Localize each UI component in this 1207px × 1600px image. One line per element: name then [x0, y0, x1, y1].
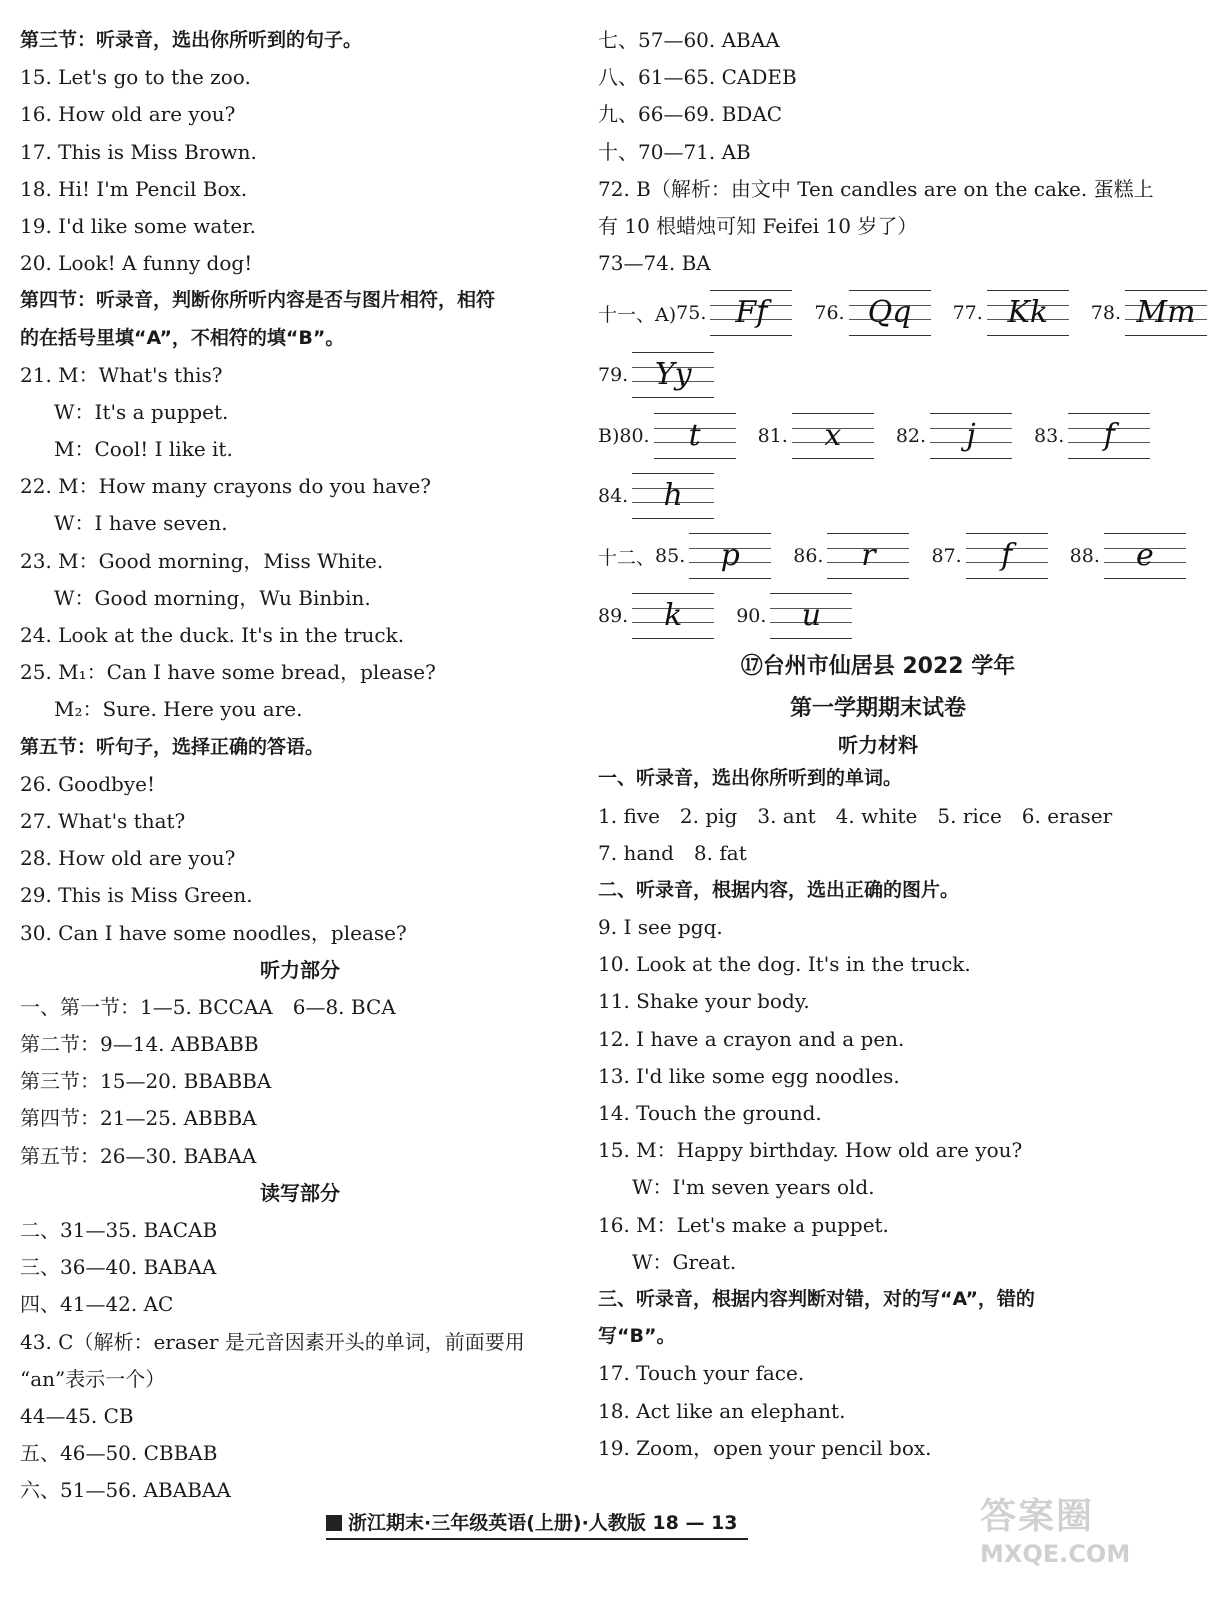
- hw-item: [953, 290, 1069, 336]
- hw-number: 88.: [1069, 545, 1100, 568]
- hw-letter: Qq: [867, 295, 912, 331]
- hw-item: [598, 473, 714, 519]
- hw-prefix: 十一、A): [598, 303, 677, 326]
- hw-letter: e: [1136, 538, 1154, 574]
- hw-lines: [930, 413, 1012, 459]
- list-item: 1. five 2. pig 3. ant 4. white 5. rice 6. eraser: [598, 803, 1113, 828]
- hw-lines: [632, 352, 714, 398]
- handwriting-row: [598, 526, 1158, 586]
- answer-line: 第四节：21—25. ABBBA: [20, 1106, 257, 1131]
- watermark: [980, 1495, 1160, 1585]
- hw-lines: [770, 593, 852, 639]
- answer-line: 七、57—60. ABAA: [598, 28, 780, 52]
- dialog-line: W：Good morning，Wu Binbin.: [54, 585, 371, 610]
- list-item: 26. Goodbye!: [20, 771, 155, 796]
- answer-line: 六、51—56. ABABAA: [20, 1478, 231, 1503]
- list-item: 20. Look! A funny dog!: [20, 251, 253, 276]
- answer-line: 73—74. BA: [598, 251, 711, 276]
- answer-line: 72. B（解析：由文中 Ten candles are on the cake. 蛋糕上: [598, 176, 1154, 201]
- dialog-line: W：Great.: [632, 1249, 737, 1274]
- hw-letter: u: [801, 598, 822, 634]
- hw-lines: [1068, 413, 1150, 459]
- hw-number: 75.: [676, 302, 707, 325]
- list-item: 17. This is Miss Brown.: [20, 139, 257, 164]
- answer-line: 第二节：9—14. ABBABB: [20, 1032, 259, 1057]
- dialog-line: M₂：Sure. Here you are.: [54, 697, 303, 722]
- hw-number: 84.: [598, 485, 629, 508]
- section-heading: 写“B”。: [598, 1325, 676, 1348]
- hw-number: 76.: [814, 302, 845, 325]
- hw-lines: [710, 290, 792, 336]
- answer-line: 二、31—35. BACAB: [20, 1218, 218, 1242]
- section-heading: 一、听录音，选出你所听到的单词。: [598, 767, 903, 790]
- list-item: 17. Touch your face.: [598, 1361, 805, 1386]
- hw-item: [1070, 533, 1186, 579]
- dialog-line: 21. M：What's this?: [20, 362, 223, 387]
- hw-lines: [849, 290, 931, 336]
- hw-letter: r: [861, 538, 876, 574]
- hw-item: [598, 593, 714, 639]
- answer-line: 九、66—69. BDAC: [598, 102, 783, 127]
- hw-letter: x: [824, 418, 842, 454]
- section-heading: 的在括号里填“A”，不相符的填“B”。: [20, 326, 345, 349]
- hw-item: [598, 352, 714, 398]
- dialog-line: 16. M：Let's make a puppet.: [598, 1212, 889, 1237]
- hw-item: [619, 413, 735, 459]
- hw-letter: p: [720, 538, 740, 574]
- hw-number: 87.: [931, 545, 962, 568]
- section-heading: 第三节：听录音，选出你所听到的句子。: [20, 29, 363, 51]
- hw-lines: [632, 473, 714, 519]
- hw-number: 82.: [895, 425, 927, 448]
- hw-item: [676, 290, 792, 336]
- hw-number: 85.: [655, 545, 686, 568]
- dialog-line: W：I have seven.: [54, 511, 228, 536]
- page-footer: [326, 1508, 748, 1540]
- hw-letter: f: [1001, 538, 1013, 574]
- footer-square-icon: [326, 1515, 342, 1531]
- answer-line: “an”表示一个）: [20, 1366, 166, 1391]
- hw-number: 77.: [952, 302, 983, 325]
- list-item: 10. Look at the dog. It's in the truck.: [598, 952, 971, 977]
- exam-section-label: 听力材料: [838, 733, 918, 758]
- answer-line: 第五节：26—30. BABAA: [20, 1143, 257, 1168]
- dialog-line: 22. M：How many crayons do you have?: [20, 474, 431, 499]
- dialog-line: W：I'm seven years old.: [632, 1175, 875, 1200]
- list-item: 14. Touch the ground.: [598, 1101, 822, 1125]
- exam-subtitle: 第一学期期末试卷: [789, 696, 966, 722]
- hw-item: [1034, 413, 1150, 459]
- hw-lines: [654, 413, 736, 459]
- hw-item: [814, 290, 930, 336]
- hw-letter: Mm: [1136, 295, 1196, 331]
- dialog-line: M：Cool! I like it.: [54, 437, 233, 462]
- hw-item: [1091, 290, 1207, 336]
- list-item: 29. This is Miss Green.: [20, 883, 253, 908]
- watermark-url: MXQE.COM: [980, 1540, 1131, 1568]
- answer-line: 三、36—40. BABAA: [20, 1255, 217, 1280]
- list-item: 19. Zoom，open your pencil box.: [598, 1435, 932, 1460]
- hw-number: 83.: [1034, 425, 1065, 448]
- list-item: 7. hand 8. fat: [598, 840, 747, 865]
- hw-letter: Kk: [1007, 295, 1049, 331]
- dialog-line: 24. Look at the duck. It's in the truck.: [20, 623, 405, 647]
- hw-lines: [827, 533, 909, 579]
- hw-number: 89.: [598, 605, 629, 628]
- part-header: 读写部分: [260, 1180, 340, 1205]
- hw-lines: [1125, 290, 1207, 336]
- hw-letter: h: [663, 478, 683, 514]
- hw-lines: [792, 413, 874, 459]
- answer-line: 五、46—50. CBBAB: [20, 1441, 218, 1466]
- hw-lines: [987, 290, 1069, 336]
- answer-line: 有 10 根蜡烛可知 Feifei 10 岁了）: [598, 213, 918, 238]
- right-column: [598, 22, 1196, 1467]
- answer-line: 一、第一节：1—5. BCCAA 6—8. BCA: [20, 994, 396, 1019]
- list-item: 18. Hi! I'm Pencil Box.: [20, 176, 248, 201]
- answer-line: 八、61—65. CADEB: [598, 65, 797, 90]
- hw-item: [655, 533, 771, 579]
- left-column: [20, 22, 580, 1510]
- list-item: 27. What's that?: [20, 808, 186, 833]
- hw-item: [896, 413, 1012, 459]
- handwriting-row: [598, 344, 1158, 406]
- answer-line: 44—45. CB: [20, 1403, 134, 1428]
- hw-lines: [1104, 533, 1186, 579]
- list-item: 16. How old are you?: [20, 102, 236, 127]
- dialog-line: 25. M₁：Can I have some bread，please?: [20, 660, 436, 685]
- answer-line: 第三节：15—20. BBABBA: [20, 1069, 272, 1094]
- answer-line: 43. C（解析：eraser 是元音因素开头的单词，前面要用: [20, 1329, 525, 1354]
- hw-number: 81.: [757, 425, 788, 448]
- hw-number: 80.: [619, 425, 650, 448]
- section-heading: 三、听录音，根据内容判断对错，对的写“A”，错的: [598, 1287, 1035, 1310]
- hw-lines: [966, 533, 1048, 579]
- hw-number: 86.: [793, 545, 824, 568]
- hw-item: [793, 533, 909, 579]
- hw-letter: j: [966, 418, 976, 454]
- handwriting-row: [598, 406, 1158, 466]
- answer-line: 十、70—71. AB: [598, 139, 751, 164]
- answer-line: 四、41—42. AC: [20, 1292, 174, 1317]
- hw-prefix: B): [598, 425, 620, 448]
- list-item: 9. I see pgq.: [598, 915, 723, 940]
- hw-letter: k: [664, 598, 683, 634]
- section-heading: 二、听录音，根据内容，选出正确的图片。: [598, 878, 960, 901]
- hw-lines: [632, 593, 714, 639]
- hw-prefix: 十二、: [598, 546, 656, 569]
- list-item: 18. Act like an elephant.: [598, 1398, 846, 1423]
- hw-item: [931, 533, 1047, 579]
- list-item: 13. I'd like some egg noodles.: [598, 1063, 900, 1088]
- list-item: 19. I'd like some water.: [20, 213, 256, 238]
- hw-number: 90.: [736, 605, 767, 628]
- dialog-line: W：It's a puppet.: [54, 399, 229, 424]
- exam-title: ⑰台州市仙居县 2022 学年: [740, 654, 1016, 680]
- part-header: 听力部分: [260, 957, 340, 982]
- hw-letter: t: [688, 418, 701, 454]
- list-item: 30. Can I have some noodles，please?: [20, 920, 407, 945]
- hw-letter: f: [1103, 418, 1115, 454]
- section-heading: 第五节：听句子，选择正确的答语。: [20, 735, 325, 758]
- hw-item: [758, 413, 874, 459]
- hw-lines: [689, 533, 771, 579]
- dialog-line: 23. M：Good morning，Miss White.: [20, 548, 384, 573]
- hw-letter: Yy: [654, 357, 692, 393]
- handwriting-row: [598, 586, 1158, 646]
- handwriting-row: [598, 282, 1196, 344]
- list-item: 28. How old are you?: [20, 846, 236, 871]
- section-heading: 第四节：听录音，判断你所听内容是否与图片相符，相符: [20, 289, 496, 312]
- hw-number: 79.: [598, 364, 629, 387]
- footer-text: 浙江期末·三年级英语(上册)·人教版 18 — 13: [348, 1512, 738, 1534]
- list-item: 15. Let's go to the zoo.: [20, 65, 251, 90]
- hw-number: 78.: [1090, 302, 1122, 325]
- hw-letter: Ff: [735, 295, 768, 331]
- dialog-line: 15. M：Happy birthday. How old are you?: [598, 1138, 1023, 1163]
- handwriting-row: [598, 466, 1158, 526]
- watermark-text: 答案圈: [980, 1496, 1095, 1537]
- list-item: 11. Shake your body.: [598, 989, 810, 1014]
- list-item: 12. I have a crayon and a pen.: [598, 1026, 905, 1051]
- hw-item: [736, 593, 852, 639]
